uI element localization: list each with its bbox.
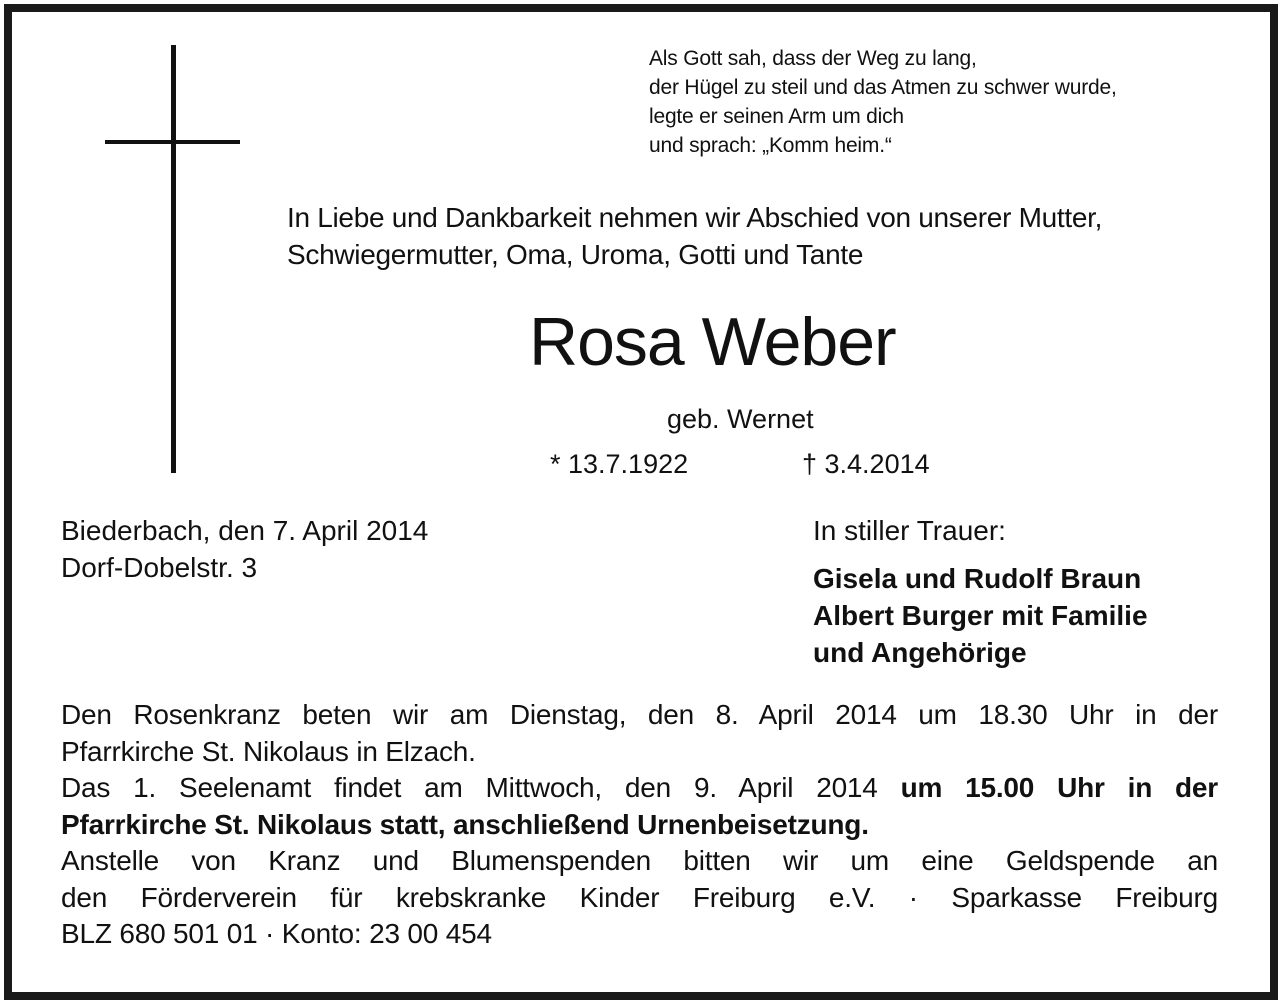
poem-line: Als Gott sah, dass der Weg zu lang, xyxy=(649,47,977,70)
rosary-text: Den Rosenkranz beten wir am Dienstag, den 8. April 2014 um 18.30 Uhr in der xyxy=(61,699,1218,730)
birth-date: * 13.7.1922 xyxy=(550,449,689,479)
address-line: Dorf-Dobelstr. 3 xyxy=(61,552,258,583)
poem-line: und sprach: „Komm heim.“ xyxy=(649,134,892,157)
cross-icon xyxy=(171,45,176,473)
rosary-text-cont: Pfarrkirche St. Nikolaus in Elzach. xyxy=(61,735,476,767)
mourners-list xyxy=(813,560,1148,671)
donation-text: Anstelle von Kranz und Blumenspenden bitten wir um eine Geldspende an xyxy=(61,845,1218,876)
maiden-name: geb. Wernet xyxy=(667,404,814,434)
requiem-text xyxy=(61,770,1218,807)
requiem-text-bold: um 15.00 Uhr in der xyxy=(900,772,1218,803)
mourner-name: und Angehörige xyxy=(813,637,1027,668)
cross-icon-bar xyxy=(105,140,240,144)
intro-line: Schwiegermutter, Oma, Uroma, Gotti und Tante xyxy=(287,239,864,270)
death-date: † 3.4.2014 xyxy=(802,449,930,479)
poem-line: der Hügel zu steil und das Atmen zu schwer wurde, xyxy=(649,76,1117,99)
requiem-text-bold-cont: Pfarrkirche St. Nikolaus statt, anschließend Urnenbeisetzung. xyxy=(61,808,869,840)
deceased-name: Rosa Weber xyxy=(529,304,896,380)
mourning-label: In stiller Trauer: xyxy=(813,515,1006,546)
bank-details: BLZ 680 501 01 · Konto: 23 00 454 xyxy=(61,918,492,949)
place-date xyxy=(61,512,428,586)
mourner-name: Gisela und Rudolf Braun xyxy=(813,563,1142,594)
mourner-name: Albert Burger mit Familie xyxy=(813,600,1148,631)
requiem-text-cont xyxy=(61,807,1218,844)
obituary-notice xyxy=(4,4,1278,1000)
service-info xyxy=(61,697,1218,953)
intro-line: In Liebe und Dankbarkeit nehmen wir Abschied von unserer Mutter, xyxy=(287,202,1103,233)
poem-line: legte er seinen Arm um dich xyxy=(649,105,904,128)
poem xyxy=(649,44,1117,160)
donation-text-cont: den Förderverein für krebskranke Kinder Freiburg e.V. · Sparkasse Freiburg xyxy=(61,881,1218,913)
place-date-line: Biederbach, den 7. April 2014 xyxy=(61,515,429,546)
intro-text xyxy=(287,199,1102,273)
requiem-text-normal: Das 1. Seelenamt findet am Mittwoch, den 9. April 2014 xyxy=(61,772,901,803)
